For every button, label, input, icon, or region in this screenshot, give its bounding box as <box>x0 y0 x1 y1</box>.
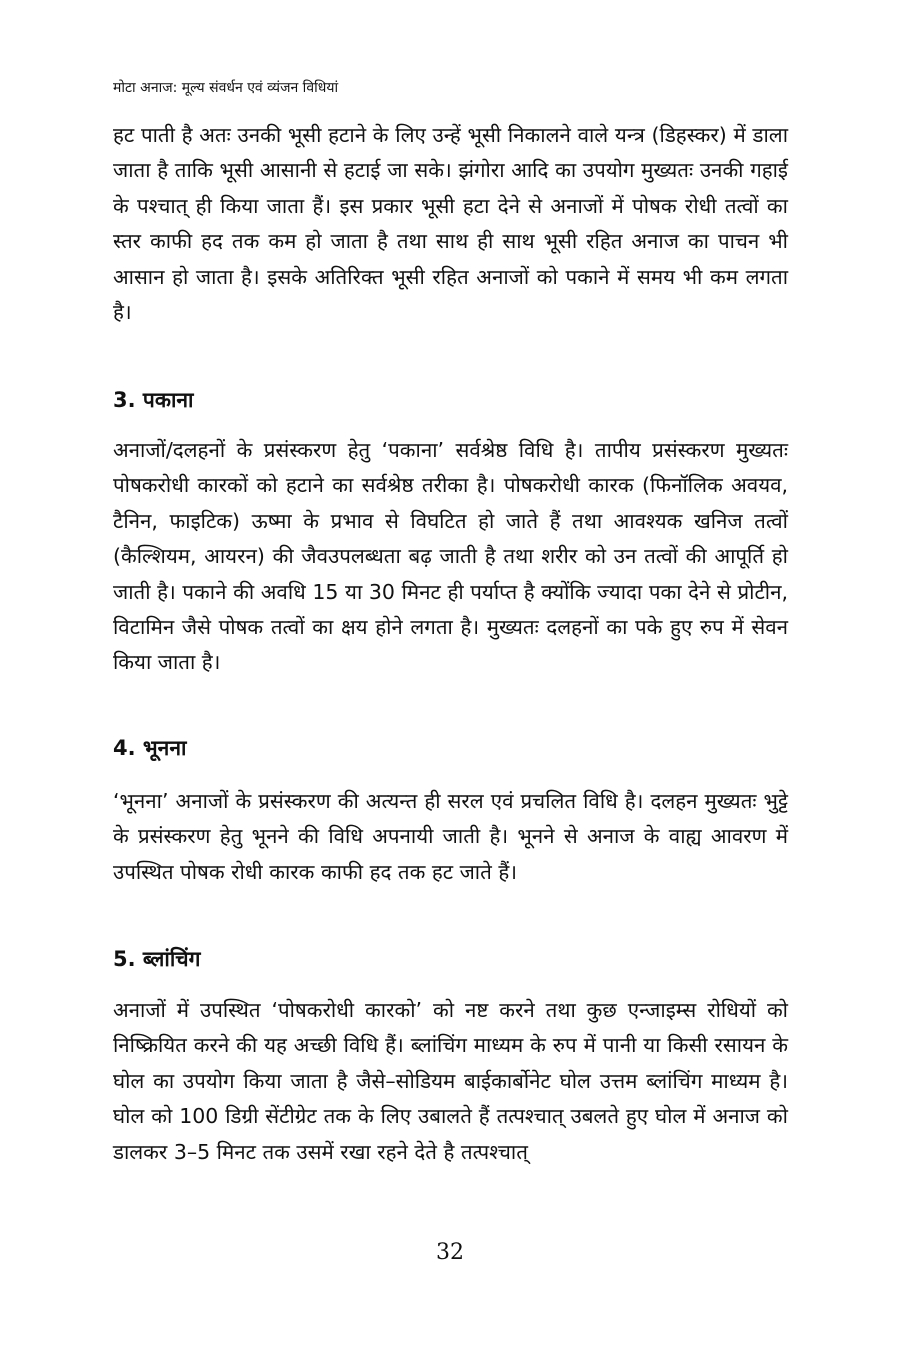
section-heading-blanching: 5. ब्लांचिंग <box>113 947 201 971</box>
page-number: 32 <box>436 1240 464 1265</box>
paragraph-cooking: अनाजों/दलहनों के प्रसंस्करण हेतु ‘पकाना’ सर्वश्रेष्ठ विधि है। तापीय प्रसंस्करण मुख्यतः पोषकरोधी कारकों को हटाने का सर्वश्रेष्ठ तरीका है। पोषकरोधी कारक (फिनॉलिक अवयव, टैनिन, फाइटिक) ऊष्मा के प्रभाव से विघटित हो जाते हैं तथा आवश्यक खनिज तत्वों (कैल्शियम, आयरन) की जैवउपलब्धता बढ़ जाती है तथा शरीर को उन तत्वों की आपूर्ति हो जाती है। पकाने की अवधि 15 या 30 मिनट ही पर्याप्त है क्योंकि ज्यादा पका देने से प्रोटीन, विटामिन जैसे पोषक तत्वों का क्षय होने लगता है। मुख्यतः दलहनों का पके हुए रुप में सेवन किया जाता है। <box>113 438 788 675</box>
paragraph-blanching: अनाजों में उपस्थित ‘पोषकरोधी कारको’ को नष्ट करने तथा कुछ एन्जाइम्स रोधियों को निष्क्रियित करने की यह अच्छी विधि हैं। ब्लांचिंग माध्यम के रुप में पानी या किसी रसायन के घोल का उपयोग किया जाता है जैसे–सोडियम बाईकार्बोनेट घोल उत्तम ब्लांचिंग माध्यम है। घोल को 100 डिग्री सेंटीग्रेट तक के लिए उबालते हैं तत्पश्चात् उबलते हुए घोल में अनाज को डालकर 3–5 मिनट तक उसमें रखा रहने देते है तत्पश्चात् <box>113 998 788 1164</box>
paragraph-dehusking-continued: हट पाती है अतः उनकी भूसी हटाने के लिए उन्हें भूसी निकालने वाले यन्त्र (डिहस्कर) में डाला जाता है ताकि भूसी आसानी से हटाई जा सके। झंगोरा आदि का उपयोग मुख्यतः उनकी गहाई के पश्चात् ही किया जाता हैं। इस प्रकार भूसी हटा देने से अनाजों में पोषक रोधी तत्वों का स्तर काफी हद तक कम हो जाता है तथा साथ ही साथ भूसी रहित अनाज का पाचन भी आसान हो जाता है। इसके अतिरिक्त भूसी रहित अनाजों को पकाने में समय भी कम लगता है। <box>113 123 788 325</box>
paragraph-roasting: ‘भूनना’ अनाजों के प्रसंस्करण की अत्यन्त ही सरल एवं प्रचलित विधि है। दलहन मुख्यतः भुट्टे के प्रसंस्करण हेतु भूनने की विधि अपनायी जाती है। भूनने से अनाज के वाह्य आवरण में उपस्थित पोषक रोधी कारक काफी हद तक हट जाते हैं। <box>113 789 788 884</box>
section-heading-roasting: 4. भूनना <box>113 736 187 760</box>
section-heading-cooking: 3. पकाना <box>113 388 194 412</box>
running-head-title: मोटा अनाज: मूल्य संवर्धन एवं व्यंजन विधियां <box>113 80 339 96</box>
